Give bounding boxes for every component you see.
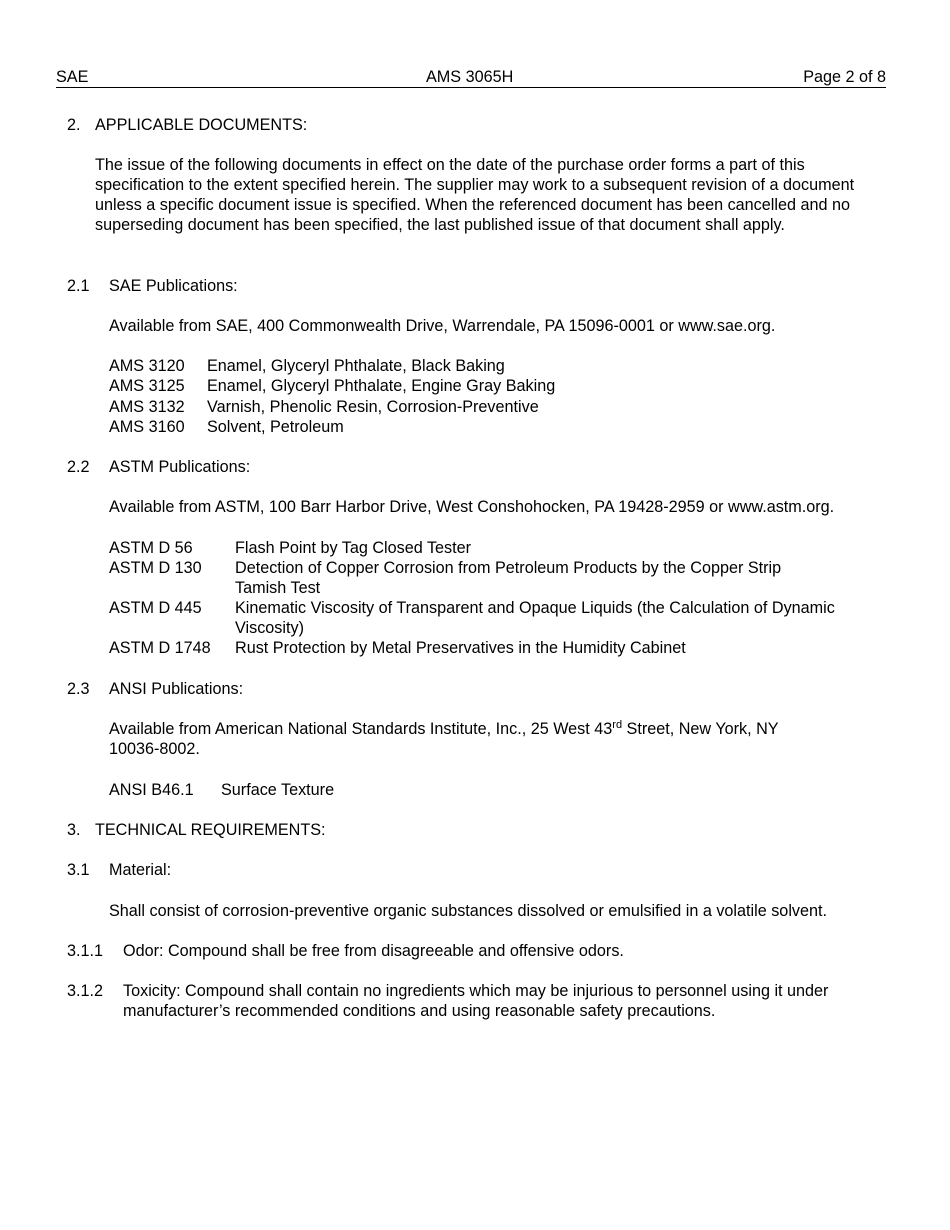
availability-note: Available from SAE, 400 Commonwealth Drive, Warrendale, PA 15096-0001 or www.sae.org.: [109, 317, 776, 335]
reference-title: Enamel, Glyceryl Phthalate, Black Baking: [207, 357, 505, 375]
section-heading: APPLICABLE DOCUMENTS:: [95, 116, 308, 134]
section-heading: ANSI Publications:: [109, 680, 244, 698]
reference-title: Surface Texture: [221, 781, 335, 799]
reference-title: Solvent, Petroleum: [207, 418, 344, 436]
section-number: 3.1: [67, 861, 90, 879]
reference-title: Rust Protection by Metal Preservatives in the Humidity Cabinet: [235, 639, 686, 657]
availability-note: Available from ASTM, 100 Barr Harbor Drive, West Conshohocken, PA 19428-2959 or www.astm.org.: [109, 498, 835, 516]
section-heading: ASTM Publications:: [109, 458, 251, 476]
header-page-number: Page 2 of 8: [803, 68, 886, 86]
reference-title: Varnish, Phenolic Resin, Corrosion-Preventive: [207, 398, 539, 416]
section-number: 2.3: [67, 680, 90, 698]
section-number: 2.: [67, 116, 81, 134]
section-number: 3.: [67, 821, 81, 839]
section-paragraph: Odor: Compound shall be free from disagreeable and offensive odors.: [123, 942, 624, 960]
section-heading: TECHNICAL REQUIREMENTS:: [95, 821, 326, 839]
reference-title: Detection of Copper Corrosion from Petroleum Products by the Copper Strip Tamish Test: [235, 559, 782, 597]
header-org: SAE: [56, 68, 89, 86]
section-number: 3.1.1: [67, 942, 104, 960]
section-heading: Material:: [109, 861, 172, 879]
availability-note: [109, 719, 829, 759]
ordinal-suffix: rd: [612, 719, 623, 731]
section-paragraph: The issue of the following documents in effect on the date of the purchase order forms a part of this specification to the extent specified herein. The supplier may work to a subsequent revision of a document unless a specific document issue is specified. When the referenced document has been cancelled and no superseding document has been specified, the last published issue of that document shall apply.: [95, 156, 855, 234]
reference-code: AMS 3125: [109, 377, 185, 395]
reference-code: ASTM D 130: [109, 559, 202, 577]
availability-text: Street, New York, NY 10036-8002.: [109, 720, 779, 758]
header-document-number: AMS 3065H: [426, 68, 514, 86]
reference-code: ASTM D 56: [109, 539, 193, 557]
section-number: 2.2: [67, 458, 90, 476]
reference-code: ASTM D 1748: [109, 639, 211, 657]
section-number: 3.1.2: [67, 982, 104, 1000]
reference-title: Flash Point by Tag Closed Tester: [235, 539, 472, 557]
section-heading: SAE Publications:: [109, 277, 238, 295]
reference-code: ASTM D 445: [109, 599, 202, 617]
reference-code: AMS 3132: [109, 398, 185, 416]
page-header: [56, 67, 886, 88]
section-paragraph: Shall consist of corrosion-preventive organic substances dissolved or emulsified in a volatile solvent.: [109, 902, 828, 920]
reference-title: Kinematic Viscosity of Transparent and Opaque Liquids (the Calculation of Dynamic Viscosity): [235, 599, 835, 637]
reference-code: ANSI B46.1: [109, 781, 194, 799]
reference-code: AMS 3120: [109, 357, 185, 375]
reference-code: AMS 3160: [109, 418, 185, 436]
reference-title: Enamel, Glyceryl Phthalate, Engine Gray Baking: [207, 377, 556, 395]
section-number: 2.1: [67, 277, 90, 295]
section-paragraph: Toxicity: Compound shall contain no ingredients which may be injurious to personnel using it under manufacturer’s recommended conditions and using reasonable safety precautions.: [123, 982, 829, 1020]
availability-text: Available from American National Standards Institute, Inc., 25 West 43: [109, 720, 613, 738]
